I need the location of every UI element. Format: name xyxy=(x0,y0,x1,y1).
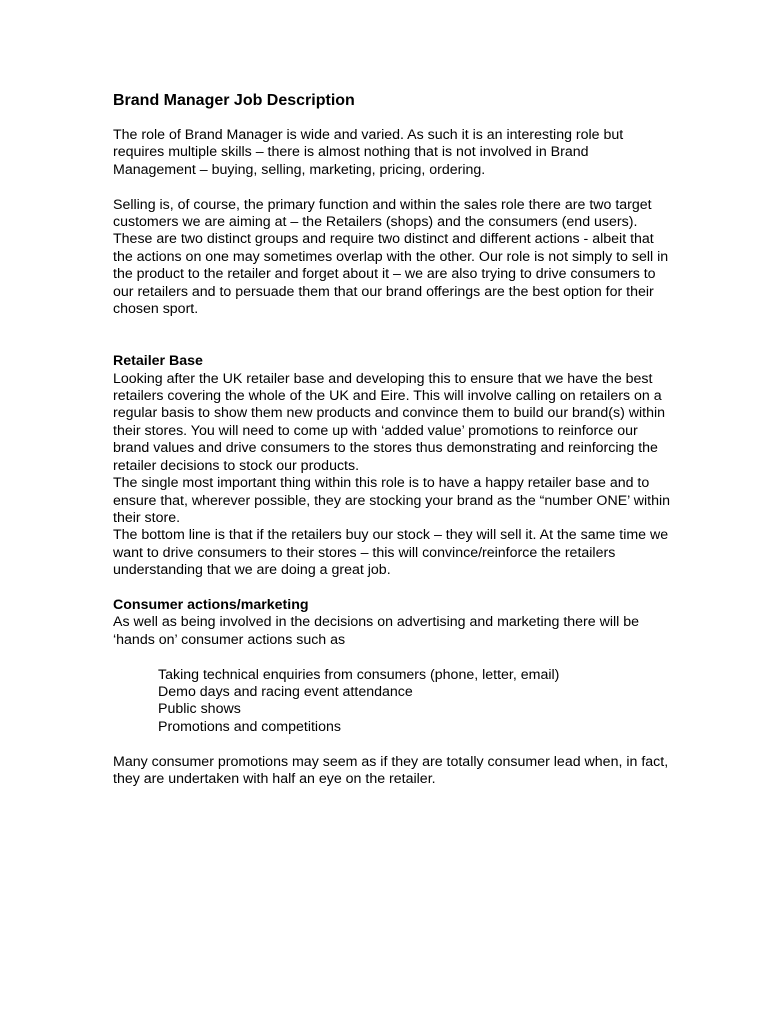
spacer xyxy=(113,179,673,196)
retailer-base-paragraph-3: The bottom line is that if the retailers buy our stock – they will sell it. At the same time we want to drive consumers to their stores – this will convince/reinforce the retailers understanding that we are doing a great job. xyxy=(113,527,669,579)
retailer-base-heading: Retailer Base xyxy=(113,353,203,370)
spacer xyxy=(113,736,673,753)
spacer xyxy=(113,580,673,597)
consumer-actions-heading: Consumer actions/marketing xyxy=(113,596,309,613)
consumer-actions-intro: As well as being involved in the decisions on advertising and marketing there will be ‘hands on’ consumer actions such as xyxy=(113,614,640,648)
list-item: Promotions and competitions xyxy=(158,718,341,735)
consumer-actions-list xyxy=(113,667,673,737)
selling-paragraph: Selling is, of course, the primary function and within the sales role there are two target customers we are aiming at – the Retailers (shops) and the consumers (end users). These are two distinct groups and require two distinct and different actions - albeit that the actions on one may sometimes overlap with the other. Our role is not simply to sell in the product to the retailer and forget about it – we are also trying to drive consumers to our retailers and to persuade them that our brand offerings are the best option for their chosen sport. xyxy=(113,196,669,318)
retailer-base-paragraph-1: Looking after the UK retailer base and developing this to ensure that we have the best retailers covering the whole of the UK and Eire. This will involve calling on retailers on a regular basis to show them new products and convince them to build our brand(s) within their stores. You will need to come up with ‘added value’ promotions to reinforce our brand values and drive consumers to the stores thus demonstrating and reinforcing the retailer decisions to stock our products. xyxy=(113,370,666,474)
spacer xyxy=(113,318,673,353)
document-title: Brand Manager Job Description xyxy=(113,92,355,109)
retailer-base-paragraph-2: The single most important thing within this role is to have a happy retailer base and to ensure that, wherever possible, they are stocking your brand as the “number ONE’ within their store. xyxy=(113,475,671,526)
list-item: Demo days and racing event attendance xyxy=(158,683,413,700)
intro-paragraph: The role of Brand Manager is wide and varied. As such it is an interesting role but requires multiple skills – there is almost nothing that is not involved in Brand Management – buying, selling, marketing, pricing, ordering. xyxy=(113,127,624,178)
consumer-actions-closing: Many consumer promotions may seem as if they are totally consumer lead when, in fact, they are undertaken with half an eye on the retailer. xyxy=(113,753,669,787)
list-item: Public shows xyxy=(158,701,241,718)
list-item: Taking technical enquiries from consumers (phone, letter, email) xyxy=(158,666,560,683)
document-page xyxy=(113,91,673,788)
spacer xyxy=(113,649,673,666)
